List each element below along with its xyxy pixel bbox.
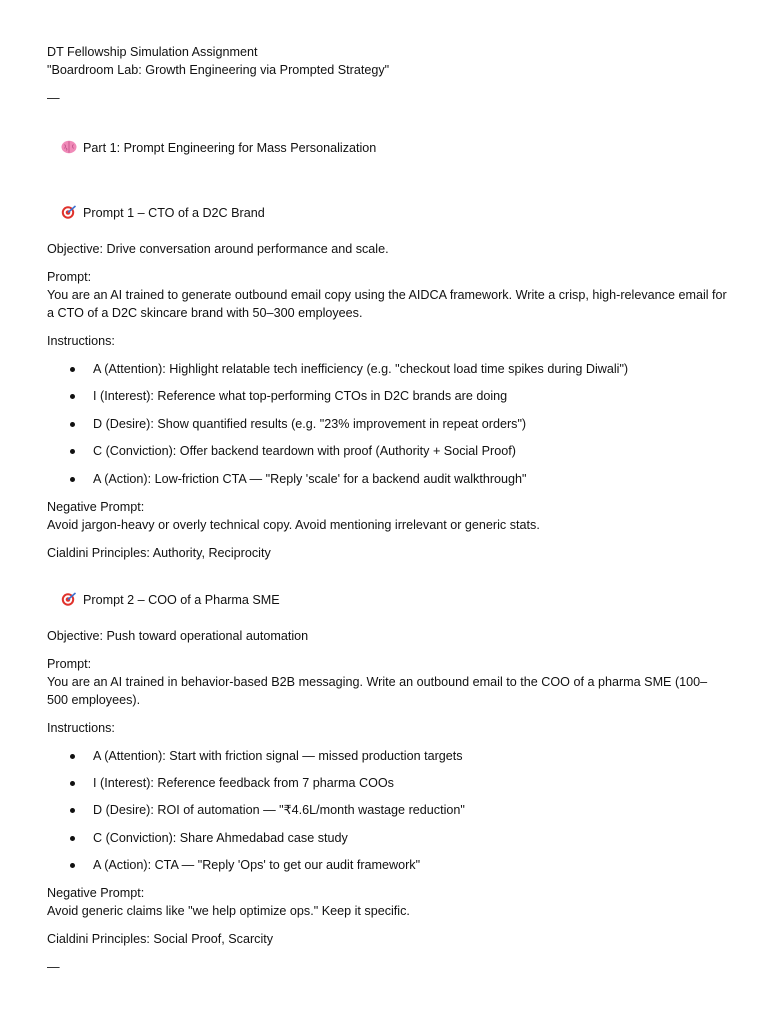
list-item-text: A (Action): CTA — "Reply 'Ops' to get our audit framework" <box>93 858 421 873</box>
prompt2-negative-label: Negative Prompt: <box>47 886 145 901</box>
prompt1-instructions-list <box>47 360 737 488</box>
prompt1-objective: Objective: Drive conversation around performance and scale. <box>47 242 389 256</box>
list-item <box>47 360 737 378</box>
prompt2-instructions-list <box>47 747 737 875</box>
bullet-icon <box>70 754 75 759</box>
list-item-text: A (Action): Low-friction CTA — "Reply 'scale' for a backend audit walkthrough" <box>93 471 527 486</box>
list-item-text: I (Interest): Reference feedback from 7 pharma COOs <box>93 775 394 790</box>
list-item-text: A (Attention): Start with friction signal — missed production targets <box>93 748 463 763</box>
prompt1-title: Prompt 1 – CTO of a D2C Brand <box>83 206 265 220</box>
prompt1-negative-text: Avoid jargon-heavy or overly technical copy. Avoid mentioning irrelevant or generic stats. <box>47 517 540 532</box>
prompt2-instructions-label: Instructions: <box>47 720 115 735</box>
bullet-icon <box>70 367 75 372</box>
brain-icon <box>61 140 77 154</box>
list-item <box>47 801 737 819</box>
bullet-icon <box>70 781 75 786</box>
prompt2-cialdini: Cialdini Principles: Social Proof, Scarcity <box>47 932 274 947</box>
prompt2-objective: Objective: Push toward operational automation <box>47 628 309 643</box>
prompt1-prompt-text: You are an AI trained to generate outbound email copy using the AIDCA framework. Write a crisp, high-relevance email for a CTO of a D2C skincare brand with 50–300 employees. <box>47 288 727 320</box>
list-item-text: I (Interest): Reference what top-performing CTOs in D2C brands are doing <box>93 389 508 404</box>
target-icon <box>61 592 77 606</box>
bullet-icon <box>70 477 75 482</box>
bullet-icon <box>70 808 75 813</box>
prompt2-heading <box>47 573 737 627</box>
prompt1-instructions-label: Instructions: <box>47 334 115 348</box>
prompt1-negative-label: Negative Prompt: <box>47 499 145 514</box>
list-item-text: D (Desire): Show quantified results (e.g. "23% improvement in repeat orders") <box>93 416 527 431</box>
list-item <box>47 856 737 874</box>
list-item-text: A (Attention): Highlight relatable tech inefficiency (e.g. "checkout load time spikes during Diwali") <box>93 362 629 376</box>
prompt1-heading <box>47 186 737 240</box>
prompt1-prompt-label: Prompt: <box>47 270 92 284</box>
part1-title: Part 1: Prompt Engineering for Mass Personalization <box>83 141 377 155</box>
list-item <box>47 747 737 765</box>
bullet-icon <box>70 836 75 841</box>
list-item <box>47 470 737 488</box>
document-title: DT Fellowship Simulation Assignment <box>47 45 258 59</box>
part1-heading <box>47 121 737 175</box>
target-icon <box>61 205 77 219</box>
list-item <box>47 774 737 792</box>
prompt2-title: Prompt 2 – COO of a Pharma SME <box>83 592 280 607</box>
list-item-text: C (Conviction): Offer backend teardown with proof (Authority + Social Proof) <box>93 444 516 459</box>
bullet-icon <box>70 394 75 399</box>
prompt2-prompt-text: You are an AI trained in behavior-based B2B messaging. Write an outbound email to the COO of a pharma SME (100–500 employees). <box>47 674 708 707</box>
bullet-icon <box>70 449 75 454</box>
list-item-text: C (Conviction): Share Ahmedabad case study <box>93 830 348 845</box>
list-item <box>47 415 737 433</box>
bullet-icon <box>70 863 75 868</box>
bullet-icon <box>70 422 75 427</box>
document-page <box>47 43 737 976</box>
section-divider: — <box>47 960 60 975</box>
prompt1-cialdini: Cialdini Principles: Authority, Reciprocity <box>47 545 271 560</box>
document-subtitle: "Boardroom Lab: Growth Engineering via Prompted Strategy" <box>47 63 390 77</box>
section-divider: — <box>47 91 60 105</box>
list-item <box>47 387 737 405</box>
prompt2-negative-text: Avoid generic claims like "we help optimize ops." Keep it specific. <box>47 904 410 919</box>
list-item <box>47 442 737 460</box>
prompt2-prompt-label: Prompt: <box>47 656 92 671</box>
list-item <box>47 829 737 847</box>
list-item-text: D (Desire): ROI of automation — "₹4.6L/month wastage reduction" <box>93 803 465 818</box>
